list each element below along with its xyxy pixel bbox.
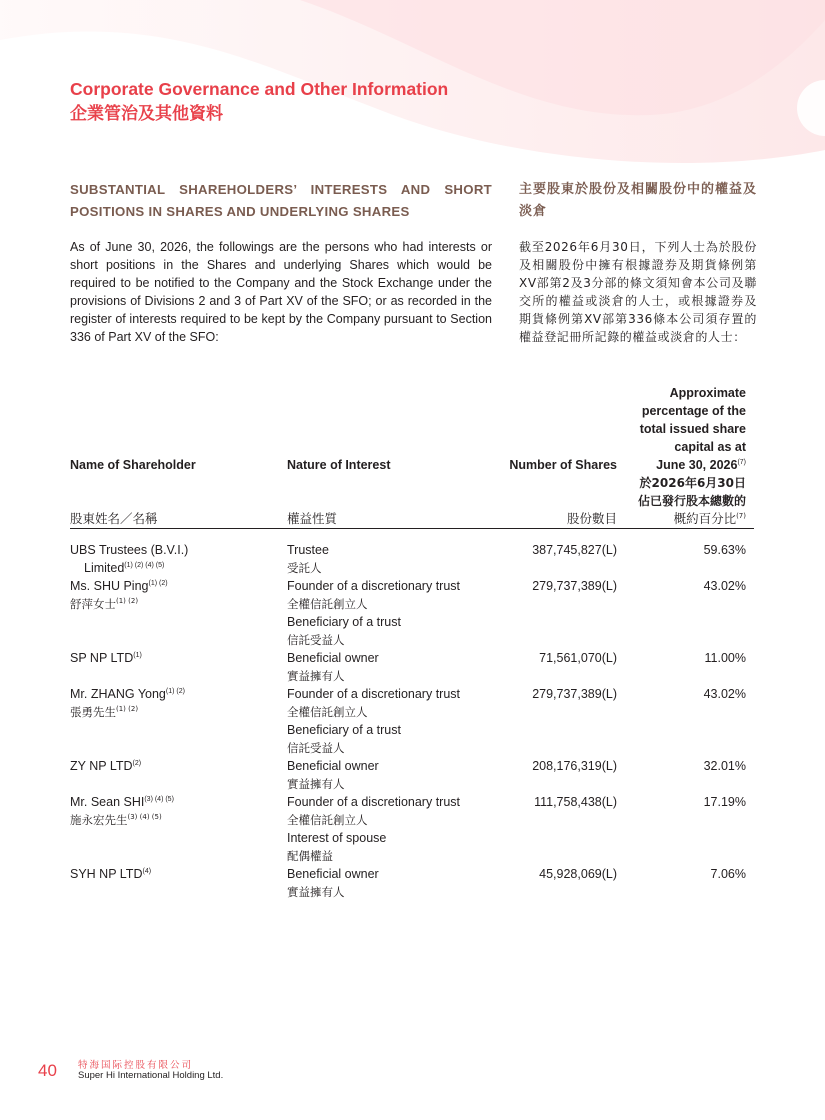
shareholder-name-part: ZY NP LTD <box>70 759 133 773</box>
nature-line-zh: 信託受益人 <box>287 633 345 647</box>
page-title-en: Corporate Governance and Other Information <box>70 79 449 99</box>
header-percentage <box>606 384 746 528</box>
nature-line: Beneficiary of a trust <box>287 723 401 737</box>
footnote-ref: (1) <box>133 651 142 659</box>
nature-line: Beneficial owner <box>287 759 379 773</box>
percentage: 43.02% <box>703 579 746 593</box>
company-name-en: Super Hi International Holding Ltd. <box>78 1070 224 1081</box>
shareholder-name <box>70 577 270 613</box>
shareholder-name-line <box>70 685 270 703</box>
table-row <box>70 793 754 865</box>
intro-paragraph-en: As of June 30, 2026, the followings are the persons who had interests or short positions in the Shares and underlying Shares which would be required to be notified to the Company and the Stock Exchange under the provisions of Divisions 2 and 3 of Part XV of the SFO; or as recorded in the register of interests required to be kept by the Company pursuant to Section 336 of Part XV of the SFO: <box>70 240 492 344</box>
intro-paragraph-zh: 截至2026年6月30日，下列人士為於股份及相關股份中擁有根據證券及期貨條例第XV部第2及3分部的條文須知會本公司及聯交所的權益或淡倉的人士，或根據證券及期貨條例第XV部第336條本公司須存置的權益登記冊所記錄的權益或淡倉的人士： <box>519 240 757 344</box>
shareholder-name-line-zh <box>70 703 270 721</box>
shareholder-name <box>70 649 270 667</box>
table-header <box>70 383 754 529</box>
header-pct-line <box>606 456 746 474</box>
footnote-ref: (2) <box>132 759 142 767</box>
shareholder-name-part: Mr. Sean SHI <box>70 795 145 809</box>
percentage: 11.00% <box>704 651 746 665</box>
shareholder-name-line-zh <box>70 595 270 613</box>
header-shares-zh: 股份數目 <box>566 511 617 526</box>
footnote-ref: (4) <box>142 867 152 875</box>
shareholder-name-line <box>70 793 270 811</box>
table-row <box>70 757 754 793</box>
header-pct-line: percentage of the <box>641 404 746 418</box>
nature-line: Founder of a discretionary trust <box>287 795 460 809</box>
nature-line-zh: 全權信託創立人 <box>287 705 368 719</box>
header-pct-date: June 30, 2026 <box>656 458 738 472</box>
nature-line-zh: 全權信託創立人 <box>287 813 368 827</box>
shareholder-name-part: SP NP LTD <box>70 651 134 665</box>
nature-of-interest <box>287 577 507 649</box>
shareholder-name <box>70 541 270 577</box>
header-pct-line-zh <box>606 510 746 528</box>
nature-line-zh: 配偶權益 <box>287 849 333 863</box>
footnote-ref: (3) (4) (5) <box>127 813 162 822</box>
header-name-zh: 股東姓名／名稱 <box>70 511 158 526</box>
shareholder-name-part: Ms. SHU Ping <box>70 579 149 593</box>
number-of-shares: 387,745,827(L) <box>532 543 617 557</box>
section-heading-en: SUBSTANTIAL SHAREHOLDERS’ INTERESTS AND SHORT POSITIONS IN SHARES AND UNDERLYING SHARES <box>70 182 492 219</box>
number-of-shares: 71,561,070(L) <box>539 651 617 665</box>
nature-line: Founder of a discretionary trust <box>287 579 460 593</box>
section-heading-zh: 主要股東於股份及相關股份中的權益及淡倉 <box>519 182 758 219</box>
nature-of-interest <box>287 541 507 577</box>
percentage: 59.63% <box>703 543 746 557</box>
shareholder-table-body <box>70 541 754 901</box>
table-row <box>70 865 754 901</box>
number-of-shares: 208,176,319(L) <box>532 759 617 773</box>
shareholder-name <box>70 685 270 721</box>
percentage: 7.06% <box>710 867 746 881</box>
nature-line-zh: 全權信託創立人 <box>287 597 368 611</box>
shareholder-name-line-zh <box>70 811 270 829</box>
number-of-shares: 111,758,438(L) <box>534 795 617 809</box>
nature-line: Founder of a discretionary trust <box>287 687 460 701</box>
nature-of-interest <box>287 865 507 901</box>
percentage: 43.02% <box>703 687 746 701</box>
header-pct-line-zh: 於2026年6月30日 <box>639 476 746 490</box>
shareholder-name <box>70 865 270 883</box>
header-name-en: Name of Shareholder <box>70 458 196 472</box>
nature-of-interest <box>287 793 507 865</box>
shareholder-name <box>70 793 270 829</box>
shareholder-name-part: Mr. ZHANG Yong <box>70 687 166 701</box>
footnote-ref: (1) (2) <box>116 705 139 714</box>
header-nature-zh: 權益性質 <box>287 511 338 526</box>
shareholder-name <box>70 757 270 775</box>
nature-of-interest <box>287 757 507 793</box>
header-pct-label-zh: 概約百分比 <box>673 511 737 526</box>
nature-of-interest <box>287 649 507 685</box>
shareholder-name-line <box>70 649 270 667</box>
shareholder-name-part: SYH NP LTD <box>70 867 143 881</box>
nature-of-interest <box>287 685 507 757</box>
shareholder-name-line <box>70 865 270 883</box>
percentage: 32.01% <box>703 759 746 773</box>
shareholder-name-line <box>70 577 270 595</box>
page-title-zh: 企業管治及其他資料 <box>70 104 223 124</box>
nature-line-zh: 實益擁有人 <box>287 777 345 791</box>
shareholder-name-part: 張勇先生 <box>70 705 116 719</box>
table-row <box>70 577 754 649</box>
nature-line: Beneficial owner <box>287 651 379 665</box>
table-row <box>70 649 754 685</box>
shareholder-name-part: 施永宏先生 <box>70 813 128 827</box>
header-pct-line: capital as at <box>674 440 746 454</box>
footnote-ref: (1) (2) <box>116 597 139 606</box>
shareholder-name-line <box>70 559 270 577</box>
header-shares-en: Number of Shares <box>509 458 617 472</box>
nature-line: Beneficial owner <box>287 867 379 881</box>
shareholder-name-line: UBS Trustees (B.V.I.) <box>70 543 189 557</box>
number-of-shares: 279,737,389(L) <box>532 579 617 593</box>
number-of-shares: 45,928,069(L) <box>539 867 617 881</box>
nature-line-zh: 實益擁有人 <box>287 885 345 899</box>
table-row <box>70 541 754 577</box>
footnote-ref: (1) (2) (4) (5) <box>124 561 165 569</box>
nature-line-zh: 信託受益人 <box>287 741 345 755</box>
footnote-ref: (1) (2) <box>165 687 185 695</box>
header-pct-line: Approximate <box>669 386 746 400</box>
shareholder-name-part: 舒萍女士 <box>70 597 116 611</box>
nature-line-zh: 實益擁有人 <box>287 669 345 683</box>
nature-line: Interest of spouse <box>287 831 387 845</box>
page-header <box>70 79 448 126</box>
footnote-ref: (1) (2) <box>148 579 168 587</box>
nature-line-zh: 受託人 <box>287 561 322 575</box>
nature-line: Beneficiary of a trust <box>287 615 401 629</box>
percentage: 17.19% <box>703 795 746 809</box>
footnote-ref: (7) <box>736 511 746 520</box>
header-pct-line-zh: 佔已發行股本總數的 <box>637 494 746 508</box>
footnote-ref: (3) (4) (5) <box>144 795 174 803</box>
number-of-shares: 279,737,389(L) <box>532 687 617 701</box>
header-nature-en: Nature of Interest <box>287 458 391 472</box>
company-name-zh: 特海国际控股有限公司 <box>78 1060 194 1071</box>
nature-line: Trustee <box>287 543 329 557</box>
page-number: 40 <box>38 1061 57 1080</box>
shareholder-name-part: Limited <box>84 561 125 575</box>
footnote-ref: (7) <box>737 458 746 466</box>
header-pct-line: total issued share <box>639 422 746 436</box>
shareholder-name-line <box>70 757 270 775</box>
table-row <box>70 685 754 757</box>
